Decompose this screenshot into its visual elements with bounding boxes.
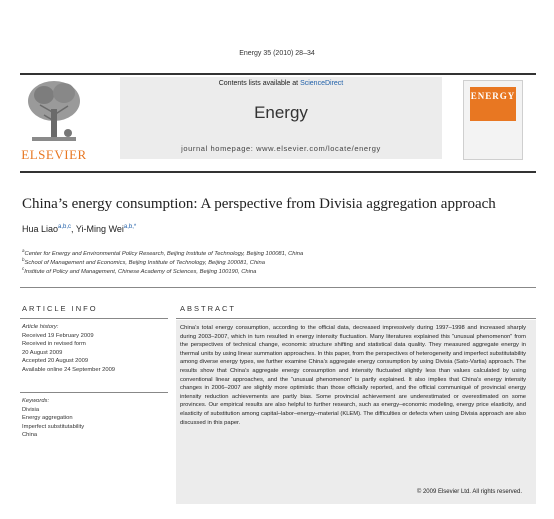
affiliation-text: School of Management and Economics, Beijing Institute of Technology, Beijing 100081, China	[24, 259, 265, 266]
section-divider	[20, 287, 536, 288]
affiliation-marker: b	[22, 257, 25, 262]
journal-name: Energy	[254, 103, 308, 122]
contents-prefix: Contents lists available at	[218, 80, 301, 87]
abstract-rule	[176, 318, 536, 319]
elsevier-logo[interactable]	[20, 77, 88, 162]
publisher-name: ELSEVIER	[21, 147, 87, 162]
contents-line	[120, 80, 442, 87]
abstract-panel	[176, 320, 536, 504]
author-affil-marker[interactable]: a,b,c	[58, 224, 72, 230]
history-item: 20 August 2009	[22, 349, 63, 356]
cover-title: ENERGY	[470, 91, 516, 101]
header-bottom-rule	[20, 171, 536, 173]
affiliation	[22, 257, 265, 266]
affiliation-marker: a	[22, 248, 25, 253]
affiliation-text: Institute of Policy and Management, Chinese Academy of Sciences, Beijing 100190, China	[24, 268, 257, 275]
journal-cover[interactable]	[463, 80, 523, 160]
article-title: China’s energy consumption: A perspective from Divisia aggregation approach	[22, 196, 496, 212]
sciencedirect-link[interactable]: ScienceDirect	[300, 80, 344, 87]
article-info-heading: ARTICLE INFO	[22, 304, 98, 313]
keyword: Divisia	[22, 406, 40, 413]
journal-homepage[interactable]: journal homepage: www.elsevier.com/locate/energy	[181, 144, 381, 153]
keyword: Energy aggregation	[22, 415, 73, 421]
article-info-rule	[20, 318, 168, 319]
keyword: China	[22, 432, 38, 438]
journal-citation: Energy 35 (2010) 28–34	[239, 50, 315, 57]
affiliation-marker: c	[22, 266, 25, 271]
history-item: Available online 24 September 2009	[22, 366, 116, 373]
affiliation-text: Center for Energy and Environmental Policy Research, Beijing Institute of Technology, Beijing 100081, China	[24, 250, 304, 257]
history-label: Article history:	[22, 324, 59, 330]
header-top-rule	[20, 73, 536, 75]
author-list	[22, 224, 136, 234]
keywords	[22, 397, 168, 440]
keywords-rule	[20, 392, 168, 393]
keywords-label: Keywords:	[22, 398, 50, 404]
author-name[interactable]: Yi-Ming Wei	[75, 224, 124, 234]
affiliation	[22, 248, 303, 257]
author-separator: ,	[71, 224, 76, 234]
journal-header-panel	[120, 77, 442, 159]
author-affil-marker[interactable]: a,b,*	[123, 224, 137, 230]
article-history	[22, 323, 168, 374]
tree-icon	[26, 79, 82, 145]
affiliation	[22, 266, 256, 275]
history-item: Received 19 February 2009	[22, 332, 94, 339]
author-name[interactable]: Hua Liao	[22, 224, 59, 234]
copyright-notice: © 2009 Elsevier Ltd. All rights reserved.	[416, 489, 522, 495]
history-item: Accepted 20 August 2009	[22, 358, 89, 364]
abstract-text: China’s total energy consumption, according to the official data, decreased impressively during 1997–1998 and increased sharply during 2003–2007, which in turn resulted in energy intensity fluctuation. Many literatures explained this “unusual phenomenon” from the perspectives of technical change, economic structure shifting and statistical data quality. They measured aggregate energy in thermal units by using linear summation approaches. In this paper, from the perspectives of heterogeneity and imperfect substitutability among diverse energy types, we further examine China’s aggregate energy consumption by using Divisia (Sato-Vartia) approach. The results show that China’s aggregate energy consumption and intensity fluctuated slightly less than values calculated by using conventional linear approaches, and the “unusual phenomenon” is partly explained. It also implies that China’s energy intensity changes in 2006–2007 are slightly more optimistic than those officially reported, and the official communiqué of provincial energy intensity reduction achievements are partly bias. Some provincial achievement are underestimated or overestimated on some provinces. Our empirical results are also helpful to further research, such as energy–economic modeling, energy price elasticity, and elasticity of substitution among capital–labor–energy–material (KLEM). The difficulties or defects when using Divisia approach are also discussed in this paper.	[180, 325, 526, 426]
abstract-heading: ABSTRACT	[180, 304, 237, 313]
keyword: Imperfect substitutability	[22, 423, 85, 430]
history-item: Received in revised form	[22, 341, 86, 347]
